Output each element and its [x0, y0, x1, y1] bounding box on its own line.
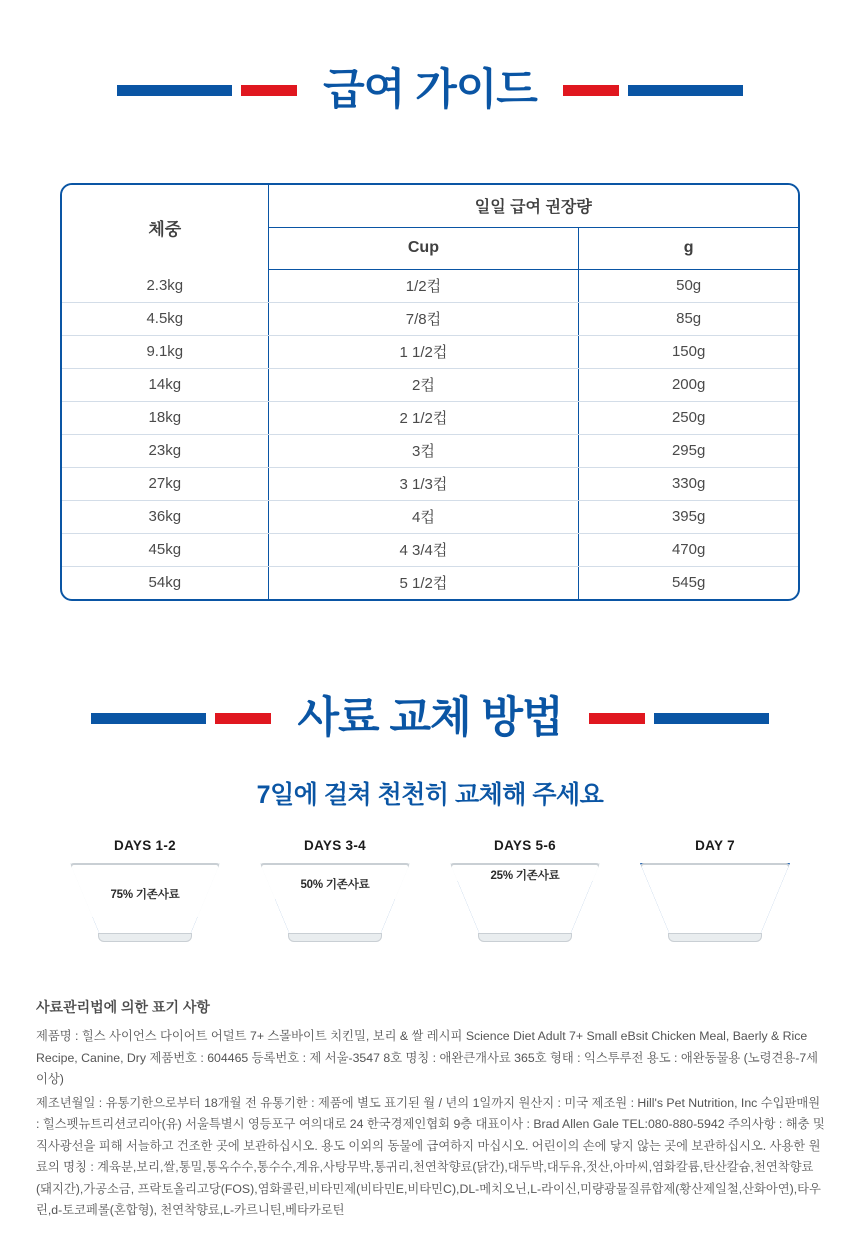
- bowl-graphic: [450, 863, 600, 941]
- cell-cup: 3컵: [268, 434, 579, 467]
- table-row: [62, 368, 798, 401]
- legal-information: [36, 997, 826, 1222]
- bowl-base: [668, 933, 762, 942]
- old-food-label: 25% 기존사료: [490, 869, 560, 882]
- page-title-feeding: 급여 가이드: [323, 65, 537, 114]
- bowl-graphic: [260, 863, 410, 941]
- cell-gram: 470g: [579, 533, 798, 566]
- legal-line-1: 제품명 : 힐스 사이언스 다이어트 어덜트 7+ 스몰바이트 치킨밀, 보리 & 쌀 레시피 Science Diet Adult 7+ Small eBsit Chicken Meal, Baerly & Rice Recipe, Canine, Dry 제품번호 : 604465 등록번호 : 제 서울-3547 8호 명칭 : 애완큰개사료 365호 형태 : 익스투루전 용도 : 애완동물용 (노령견용-7세 이상): [36, 1029, 819, 1087]
- bowl-base: [478, 933, 572, 942]
- cell-weight: 23kg: [62, 434, 268, 467]
- bar-red-right: [563, 85, 619, 96]
- cell-cup: 2 1/2컵: [268, 401, 579, 434]
- header-weight: 체중: [62, 185, 268, 269]
- cell-cup: 4 3/4컵: [268, 533, 579, 566]
- table-row: [62, 335, 798, 368]
- table-header-row-top: [62, 185, 798, 227]
- cell-gram: 200g: [579, 368, 798, 401]
- cell-weight: 14kg: [62, 368, 268, 401]
- cell-gram: 545g: [671, 574, 706, 592]
- table-row: [62, 533, 798, 566]
- cell-cup: 3 1/3컵: [268, 467, 579, 500]
- cell-weight: 18kg: [62, 401, 268, 434]
- new-food-label: 100% 새로운 사료: [670, 897, 760, 910]
- transition-step: [250, 838, 420, 941]
- cell-weight: 45kg: [62, 533, 268, 566]
- old-food-label: 50% 기존사료: [300, 879, 370, 892]
- bowl-base: [98, 933, 192, 942]
- transition-guide-header: [0, 688, 860, 748]
- transition-subtitle: 7일에 걸쳐 천천히 교체해 주세요: [256, 781, 604, 809]
- new-food-label: 75% 새로운 사료: [483, 907, 567, 920]
- feeding-table-head: [62, 185, 798, 269]
- transition-step: [60, 838, 230, 941]
- new-food-label: 50% 새로운 사료: [293, 917, 377, 930]
- cell-weight: 2.3kg: [62, 269, 268, 302]
- feeding-guide-header: [0, 60, 860, 120]
- cell-weight: 9.1kg: [62, 335, 268, 368]
- cell-weight: 27kg: [62, 467, 268, 500]
- bar-blue-right-2: [654, 713, 769, 724]
- bar-blue-left-2: [91, 713, 206, 724]
- bar-red-right-2: [589, 713, 645, 724]
- transition-step: [440, 838, 610, 941]
- bowl-graphic: [70, 863, 220, 941]
- header-cup: Cup: [268, 227, 579, 269]
- bowl-graphic: [640, 863, 790, 941]
- cell-cup: 4컵: [268, 500, 579, 533]
- cell-weight: 54kg: [62, 566, 268, 599]
- transition-steps: [60, 838, 800, 941]
- cell-cup: 2컵: [268, 368, 579, 401]
- table-row: [62, 500, 798, 533]
- transition-step-label: DAYS 1-2: [114, 838, 176, 853]
- transition-step-label: DAYS 3-4: [304, 838, 366, 853]
- legal-heading: 사료관리법에 의한 표기 사항: [36, 999, 210, 1015]
- header-daily-amount: 일일 급여 권장량: [268, 185, 798, 227]
- table-row: [62, 302, 798, 335]
- table-row: [62, 401, 798, 434]
- bar-red-left-2: [215, 713, 271, 724]
- header2-left-bars: [91, 712, 271, 724]
- old-food-label: 75% 기존사료: [110, 889, 180, 901]
- cell-cup: 1 1/2컵: [268, 335, 579, 368]
- table-row: [62, 467, 798, 500]
- cell-cup: 1/2컵: [268, 269, 579, 302]
- table-row: [62, 434, 798, 467]
- cell-weight: 36kg: [62, 500, 268, 533]
- page-title-transition: 사료 교체 방법: [297, 693, 563, 742]
- cell-gram: 250g: [579, 401, 798, 434]
- header2-right-bars: [589, 712, 769, 724]
- cell-gram: 295g: [579, 434, 798, 467]
- feeding-table-body: [62, 269, 798, 599]
- cell-gram: 395g: [579, 500, 798, 533]
- transition-step: [630, 838, 800, 941]
- feeding-table: [62, 185, 798, 599]
- transition-step-label: DAY 7: [695, 838, 735, 853]
- table-row: [62, 566, 798, 599]
- bar-blue-right: [628, 85, 743, 96]
- cell-weight: 4.5kg: [62, 302, 268, 335]
- table-row: [62, 269, 798, 302]
- bowl-base: [288, 933, 382, 942]
- cell-gram: 85g: [579, 302, 798, 335]
- cell-gram: 330g: [579, 467, 798, 500]
- cell-gram: 150g: [579, 335, 798, 368]
- cell-cup: 7/8컵: [268, 302, 579, 335]
- bar-blue-left: [117, 85, 232, 96]
- cell-gram: 50g: [579, 269, 798, 302]
- transition-step-label: DAYS 5-6: [494, 838, 556, 853]
- cell-cup: 5 1/2컵: [268, 566, 579, 599]
- header-gram: g: [579, 227, 798, 269]
- legal-line-2: 제조년월일 : 유통기한으로부터 18개월 전 유통기한 : 제품에 별도 표기된 월 / 년의 1일까지 원산지 : 미국 제조원 : Hill's Pet Nutrition, Inc 수입판매원 : 힐스펫뉴트리션코리아(유) 서울특별시 영등포구 여의대로 24 한국경제인협회 9층 대표이사 : Brad Allen Gale TEL:080-880-5942 주의사항 : 해충 및 직사광선을 피해 서늘하고 건조한 곳에 보관하십시오. 용도 이외의 동물에 급여하지 마십시오. 어린이의 손에 닿지 않는 곳에 보관하십시오. 사용한 원료의 명칭 : 계육분,보리,쌀,통밀,통옥수수,통수수,계유,사탕무박,통귀리,천연착향료(닭간),대두박,대두유,젓산,아마씨,염화칼륨,탄산칼슘,천연착향료(돼지간),가공소금, 프락토올리고당(FOS),염화콜린,비타민제(비타민E,비타민C),DL-메치오닌,L-라이신,미량광물질류합제(황산제일철,산화아연),타우린,d-토코페롤(혼합형), 천연착향료,L-카르니틴,베타카로틴: [36, 1095, 825, 1218]
- bar-red-left: [241, 85, 297, 96]
- header-right-bars: [563, 84, 743, 96]
- header-left-bars: [117, 84, 297, 96]
- feeding-table-container: [60, 183, 800, 601]
